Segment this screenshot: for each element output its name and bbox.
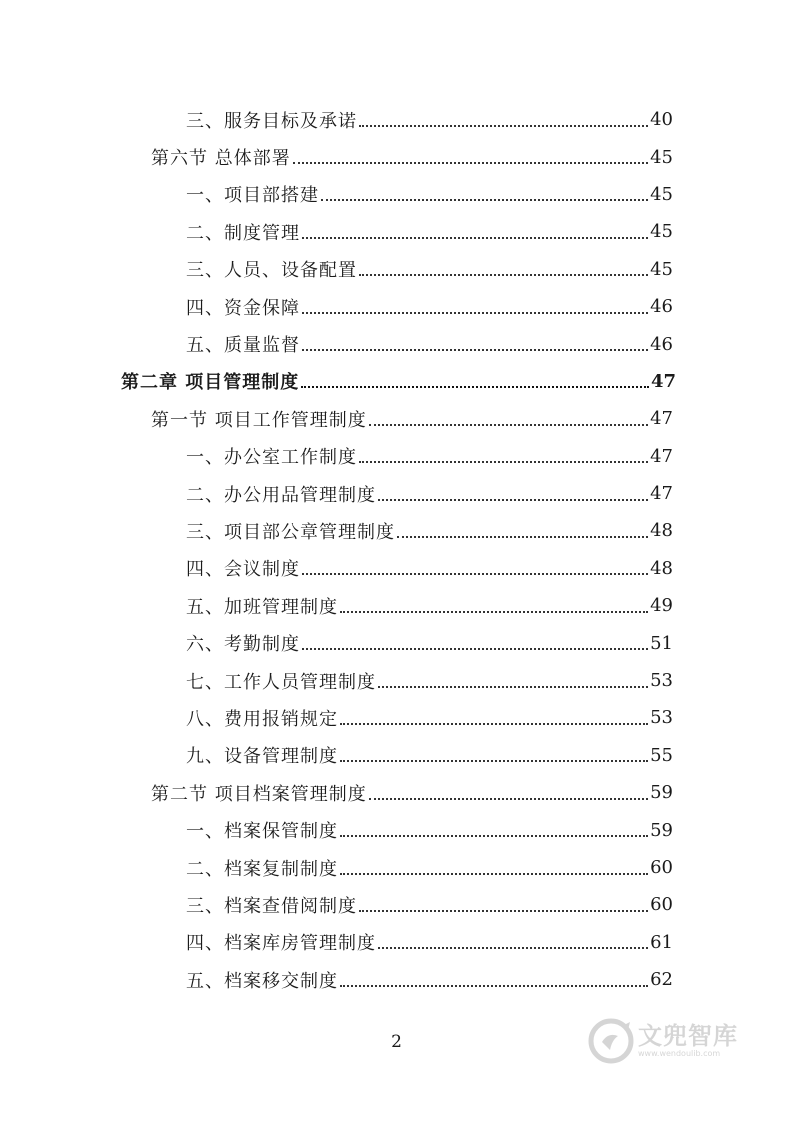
toc-dot-leader [378, 947, 648, 949]
toc-dot-leader [359, 125, 648, 127]
toc-entry-item[interactable] [0, 213, 673, 250]
watermark-url: www.wendoulib.com [638, 1049, 721, 1058]
toc-entry-page: 40 [650, 109, 673, 131]
toc-entry-title: 七、工作人员管理制度 [186, 671, 376, 693]
toc-entry-section[interactable] [0, 400, 673, 437]
toc-entry-title: 一、办公室工作制度 [186, 447, 357, 469]
toc-entry-page: 53 [650, 670, 673, 692]
toc-entry-title: 五、加班管理制度 [186, 596, 338, 618]
toc-entry-page: 55 [650, 744, 673, 766]
toc-entry-item[interactable] [0, 886, 673, 923]
toc-entry-page: 60 [650, 894, 673, 916]
toc-entry-item[interactable] [0, 587, 673, 624]
toc-entry-page: 46 [650, 296, 673, 318]
toc-entry-item[interactable] [0, 737, 673, 774]
toc-entry-chapter[interactable] [0, 363, 676, 400]
toc-entry-title: 三、档案查借阅制度 [186, 895, 357, 917]
toc-dot-leader [321, 199, 648, 201]
toc-dot-leader [340, 985, 648, 987]
toc-dot-leader [302, 573, 648, 575]
toc-entry-page: 62 [650, 969, 673, 991]
toc-entry-title: 四、会议制度 [186, 559, 300, 581]
page-number: 2 [391, 1032, 402, 1052]
toc-entry-title: 五、档案移交制度 [186, 970, 338, 992]
toc-entry-item[interactable] [0, 512, 673, 549]
toc-entry-title: 第二章 项目管理制度 [121, 372, 300, 394]
toc-entry-title: 一、档案保管制度 [186, 821, 338, 843]
toc-entry-title: 第六节 总体部署 [151, 148, 291, 170]
toc-entry-item[interactable] [0, 550, 673, 587]
toc-dot-leader [302, 648, 648, 650]
watermark-title: 文兜智库 [638, 1022, 738, 1050]
toc-entry-page: 48 [650, 557, 673, 579]
toc-entry-item[interactable] [0, 662, 673, 699]
toc-entry-page: 47 [650, 483, 673, 505]
toc-entry-item[interactable] [0, 699, 673, 736]
toc-entry-page: 45 [650, 221, 673, 243]
toc-dot-leader [359, 274, 648, 276]
toc-entry-page: 59 [650, 782, 673, 804]
toc-entry-page: 45 [650, 183, 673, 205]
toc-entry-item[interactable] [0, 811, 673, 848]
toc-dot-leader [369, 798, 648, 800]
toc-entry-title: 四、资金保障 [186, 297, 300, 319]
toc-entry-page: 46 [650, 333, 673, 355]
table-of-contents [0, 101, 793, 998]
toc-entry-item[interactable] [0, 475, 673, 512]
toc-dot-leader [302, 237, 648, 239]
toc-dot-leader [302, 349, 648, 351]
toc-dot-leader [340, 760, 648, 762]
toc-entry-title: 三、人员、设备配置 [186, 260, 357, 282]
toc-entry-item[interactable] [0, 924, 673, 961]
toc-entry-item[interactable] [0, 288, 673, 325]
toc-entry-item[interactable] [0, 849, 673, 886]
toc-entry-title: 四、档案库房管理制度 [186, 933, 376, 955]
toc-entry-item[interactable] [0, 251, 673, 288]
toc-dot-leader [302, 312, 648, 314]
watermark-logo-icon [588, 1018, 634, 1064]
toc-entry-title: 二、办公用品管理制度 [186, 484, 376, 506]
toc-entry-title: 六、考勤制度 [186, 634, 300, 656]
toc-dot-leader [293, 162, 648, 164]
toc-entry-item[interactable] [0, 961, 673, 998]
toc-dot-leader [359, 461, 648, 463]
toc-entry-page: 47 [650, 445, 673, 467]
toc-entry-item[interactable] [0, 624, 673, 661]
toc-entry-page: 48 [650, 520, 673, 542]
toc-entry-page: 60 [650, 857, 673, 878]
toc-entry-title: 三、服务目标及承诺 [186, 110, 357, 132]
toc-entry-title: 一、项目部搭建 [186, 185, 319, 207]
toc-entry-title: 二、制度管理 [186, 222, 300, 244]
toc-dot-leader [378, 499, 648, 501]
toc-entry-section[interactable] [0, 138, 673, 175]
toc-entry-page: 47 [650, 408, 673, 430]
toc-dot-leader [359, 910, 648, 912]
toc-entry-title: 第二节 项目档案管理制度 [151, 783, 367, 805]
toc-entry-page: 51 [650, 632, 673, 654]
toc-entry-title: 五、质量监督 [186, 335, 300, 357]
toc-dot-leader [397, 536, 648, 538]
toc-entry-title: 二、档案复制制度 [186, 858, 338, 880]
toc-entry-page: 59 [650, 819, 673, 841]
toc-dot-leader [340, 873, 648, 875]
toc-entry-item[interactable] [0, 176, 673, 213]
toc-dot-leader [369, 424, 648, 426]
toc-entry-page: 61 [650, 931, 673, 953]
toc-entry-page: 53 [650, 707, 673, 729]
toc-entry-item[interactable] [0, 325, 673, 362]
toc-entry-title: 三、项目部公章管理制度 [186, 521, 395, 543]
toc-entry-title: 九、设备管理制度 [186, 746, 338, 768]
toc-entry-title: 八、费用报销规定 [186, 708, 338, 730]
toc-entry-page: 45 [650, 258, 673, 280]
toc-entry-section[interactable] [0, 774, 673, 811]
toc-dot-leader [378, 686, 648, 688]
toc-dot-leader [340, 723, 648, 725]
toc-entry-page: 47 [650, 370, 676, 392]
toc-dot-leader [340, 835, 648, 837]
toc-entry-page: 45 [650, 146, 673, 168]
toc-entry-item[interactable] [0, 438, 673, 475]
toc-dot-leader [340, 611, 648, 613]
toc-dot-leader [301, 386, 649, 388]
toc-entry-item[interactable] [0, 101, 673, 138]
toc-entry-title: 第一节 项目工作管理制度 [151, 409, 367, 431]
toc-entry-page: 49 [650, 595, 673, 617]
watermark [588, 1018, 738, 1064]
